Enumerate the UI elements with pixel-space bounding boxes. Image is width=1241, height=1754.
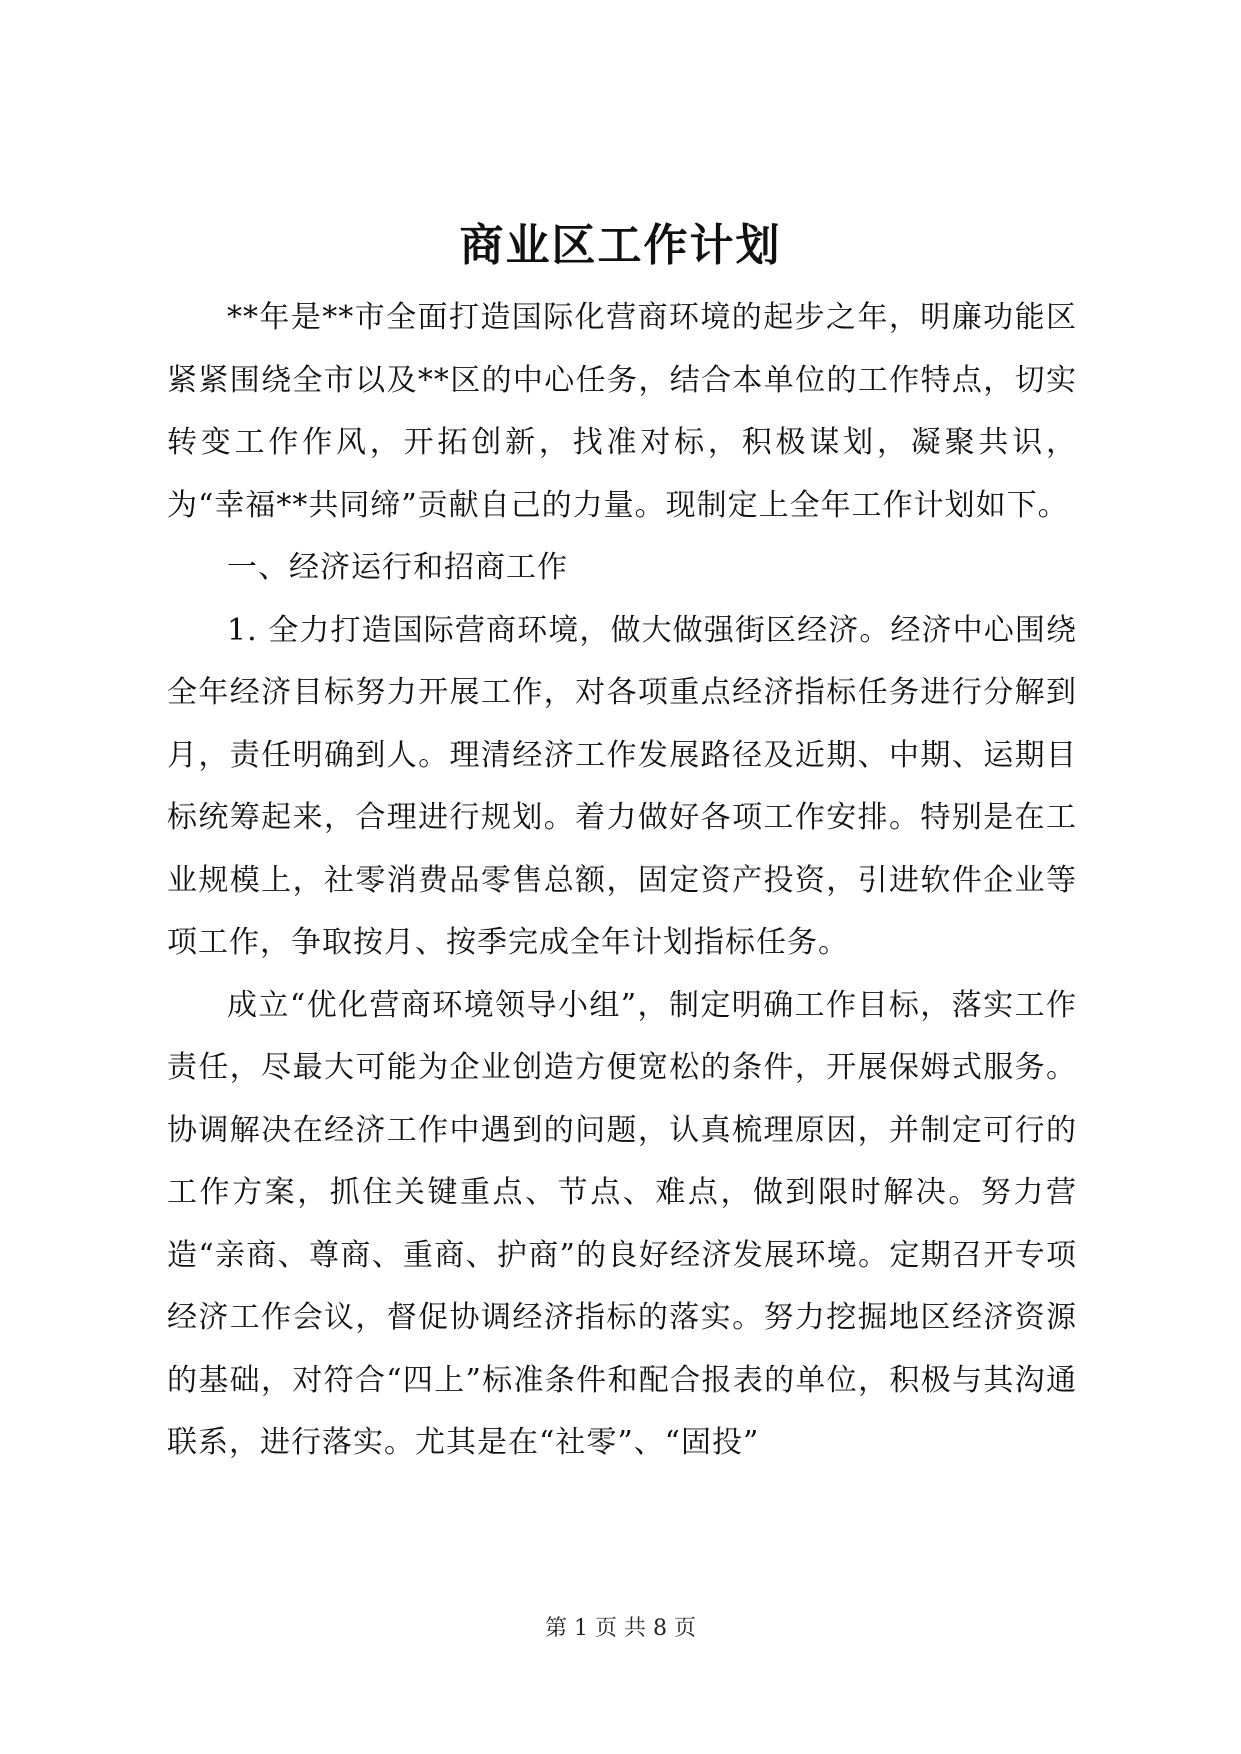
section-heading: 一、经济运行和招商工作 [227, 550, 568, 585]
page-footer: 第 1 页 共 8 页 [545, 1616, 696, 1641]
document-title: 商业区工作计划 [459, 220, 782, 271]
intro-paragraph: **年是**市全面打造国际化营商环境的起步之年，明廉功能区紧紧围绕全市以及**区的中心任务，结合本单位的工作特点，切实转变工作作风，开拓创新，找准对标，积极谋划，凝聚共识，为“幸福**共同缔”贡献自己的力量。现制定上全年工作计划如下。 [167, 300, 1077, 523]
body-paragraph-2: 成立“优化营商环境领导小组”，制定明确工作目标，落实工作责任，尽最大可能为企业创造方便宽松的条件，开展保姆式服务。协调解决在经济工作中遇到的问题，认真梳理原因，并制定可行的工作方案，抓住关键重点、节点、难点，做到限时解决。努力营造“亲商、尊商、重商、护商”的良好经济发展环境。定期召开专项经济工作会议，督促协调经济指标的落实。努力挖掘地区经济资源的基础，对符合“四上”标准条件和配合报表的单位，积极与其沟通联系，进行落实。尤其是在“社零”、“固投” [167, 987, 1077, 1460]
body-paragraph-1: 1. 全力打造国际营商环境，做大做强街区经济。经济中心围绕全年经济目标努力开展工作，对各项重点经济指标任务进行分解到月，责任明确到人。理清经济工作发展路径及近期、中期、运期目标统筹起来，合理进行规划。着力做好各项工作安排。特别是在工业规模上，社零消费品零售总额，固定资产投资，引进软件企业等项工作，争取按月、按季完成全年计划指标任务。 [167, 612, 1077, 960]
document-body [167, 287, 1077, 1475]
